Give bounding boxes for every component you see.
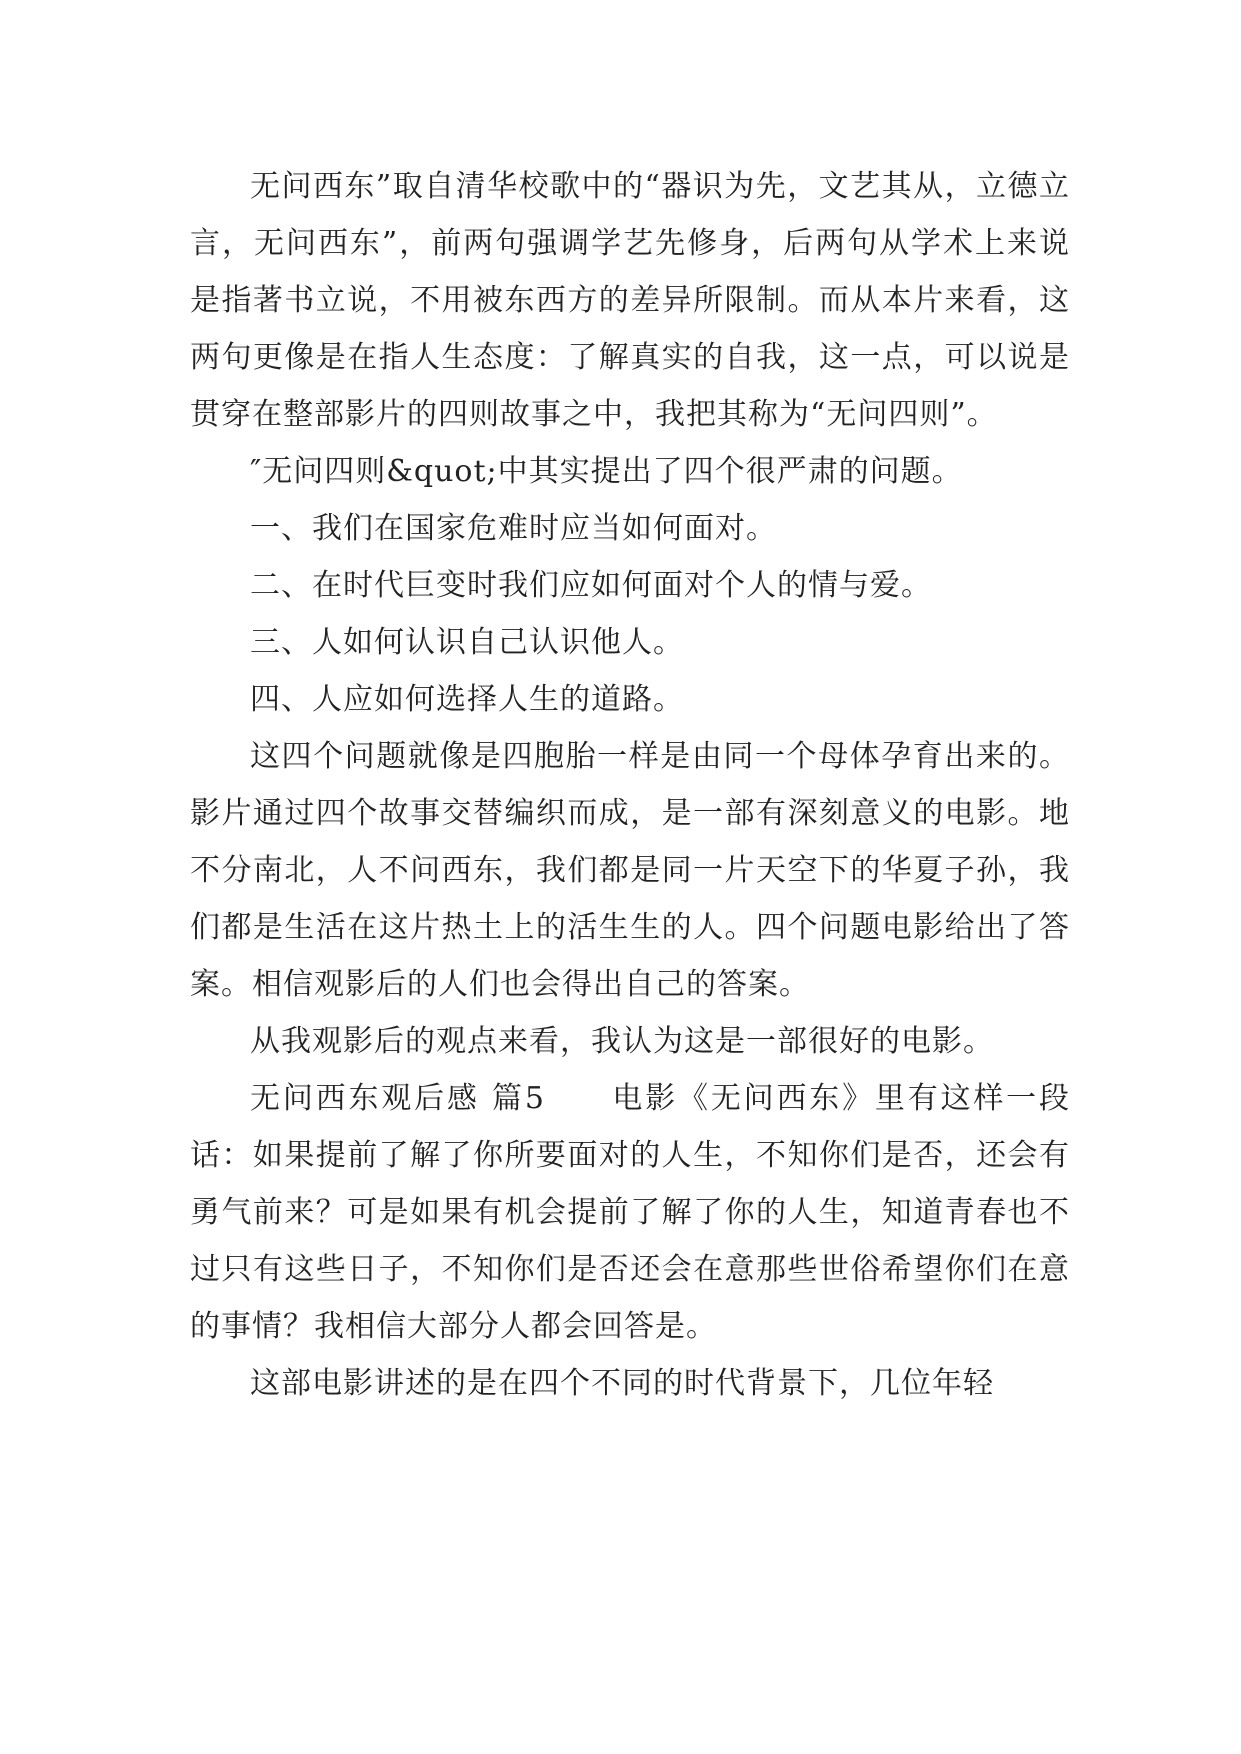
paragraph-10: 这部电影讲述的是在四个不同的时代背景下，几位年轻	[250, 1366, 994, 1401]
paragraph-2: ″无问四则&quot;中其实提出了四个很严肃的问题。	[250, 454, 963, 489]
paragraph-6: 四、人应如何选择人生的道路。	[250, 682, 684, 717]
document-page	[190, 158, 1070, 1412]
paragraph-3: 一、我们在国家危难时应当如何面对。	[250, 511, 777, 546]
paragraph-7: 这四个问题就像是四胞胎一样是由同一个母体孕育出来的。影片通过四个故事交替编织而成，是一部有深刻意义的电影。地不分南北，人不问西东，我们都是同一片天空下的华夏子孙，我们都是生活在这片热土上的活生生的人。四个问题电影给出了答案。相信观影后的人们也会得出自己的答案。	[190, 739, 1070, 1002]
paragraph-9: 无问西东观后感 篇5 电影《无问西东》里有这样一段话：如果提前了解了你所要面对的人生，不知你们是否，还会有勇气前来？可是如果有机会提前了解了你的人生，知道青春也不过只有这些日子，不知你们是否还会在意那些世俗希望你们在意的事情？我相信大部分人都会回答是。	[190, 1081, 1070, 1344]
paragraph-5: 三、人如何认识自己认识他人。	[250, 625, 684, 660]
paragraph-1: 无问西东”取自清华校歌中的“器识为先，文艺其从，立德立言，无问西东”，前两句强调学艺先修身，后两句从学术上来说是指著书立说，不用被东西方的差异所限制。而从本片来看，这两句更像是在指人生态度：了解真实的自我，这一点，可以说是贯穿在整部影片的四则故事之中，我把其称为“无问四则”。	[190, 169, 1070, 432]
paragraph-8: 从我观影后的观点来看，我认为这是一部很好的电影。	[250, 1024, 994, 1059]
paragraph-4: 二、在时代巨变时我们应如何面对个人的情与爱。	[250, 568, 932, 603]
